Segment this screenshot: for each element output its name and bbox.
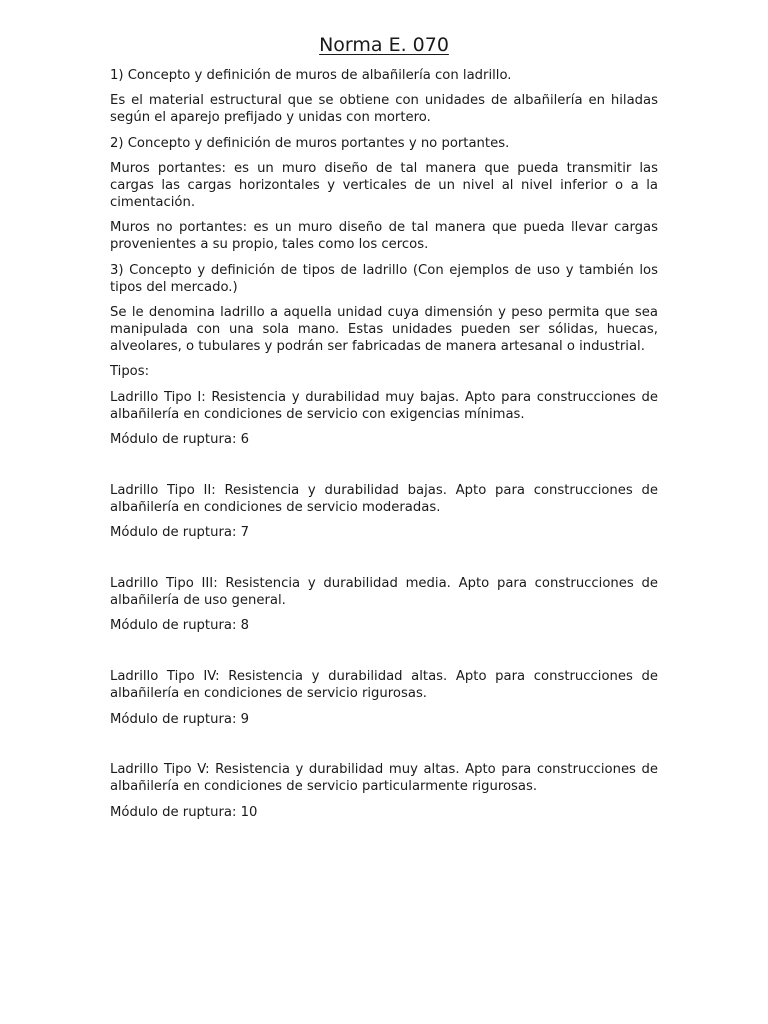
muros-no-portantes-paragraph: Muros no portantes: es un muro diseño de tal manera que pueda llevar cargas provenientes a su propio, tales como los cercos. xyxy=(110,220,658,253)
section-3-heading: 3) Concepto y definición de tipos de ladrillo (Con ejemplos de uso y también los tipos del mercado.) xyxy=(110,262,658,295)
section-1-heading: 1) Concepto y definición de muros de albañilería con ladrillo. xyxy=(110,68,512,83)
tipo-5-modulo: Módulo de ruptura: 10 xyxy=(110,804,258,820)
tipo-5-description: Ladrillo Tipo V: Resistencia y durabilidad muy altas. Apto para construcciones de albañilería en condiciones de servicio particularmente rigurosas. xyxy=(110,762,658,795)
tipo-2-modulo: Módulo de ruptura: 7 xyxy=(110,525,249,541)
tipo-4-description: Ladrillo Tipo IV: Resistencia y durabilidad altas. Apto para construcciones de albañilería en condiciones de servicio rigurosas. xyxy=(110,669,658,702)
document-title: Norma E. 070 xyxy=(319,34,449,56)
tipo-2-description: Ladrillo Tipo II: Resistencia y durabilidad bajas. Apto para construcciones de albañilería en condiciones de servicio moderadas. xyxy=(110,482,658,515)
tipo-1-description: Ladrillo Tipo I: Resistencia y durabilidad muy bajas. Apto para construcciones de albañilería en condiciones de servicio con exigencias mínimas. xyxy=(110,389,658,422)
tipo-1-modulo: Módulo de ruptura: 6 xyxy=(110,431,249,447)
muros-portantes-paragraph: Muros portantes: es un muro diseño de tal manera que pueda transmitir las cargas las cargas horizontales y verticales de un nivel al nivel inferior o a la cimentación. xyxy=(110,161,658,210)
tipo-4-modulo: Módulo de ruptura: 9 xyxy=(110,711,249,727)
section-2-heading: 2) Concepto y definición de muros portantes y no portantes. xyxy=(110,135,510,151)
section-1-body: Es el material estructural que se obtiene con unidades de albañilería en hiladas según el aparejo prefijado y unidas con mortero. xyxy=(110,93,658,126)
section-3-body: Se le denomina ladrillo a aquella unidad cuya dimensión y peso permita que sea manipulada con una sola mano. Estas unidades pueden ser sólidas, huecas, alveolares, o tubulares y podrán ser fabricadas de manera artesanal o industrial. xyxy=(110,304,658,354)
tipo-3-modulo: Módulo de ruptura: 8 xyxy=(110,618,249,634)
tipo-3-description: Ladrillo Tipo III: Resistencia y durabilidad media. Apto para construcciones de albañilería de uso general. xyxy=(110,576,658,608)
tipos-label: Tipos: xyxy=(110,364,150,380)
